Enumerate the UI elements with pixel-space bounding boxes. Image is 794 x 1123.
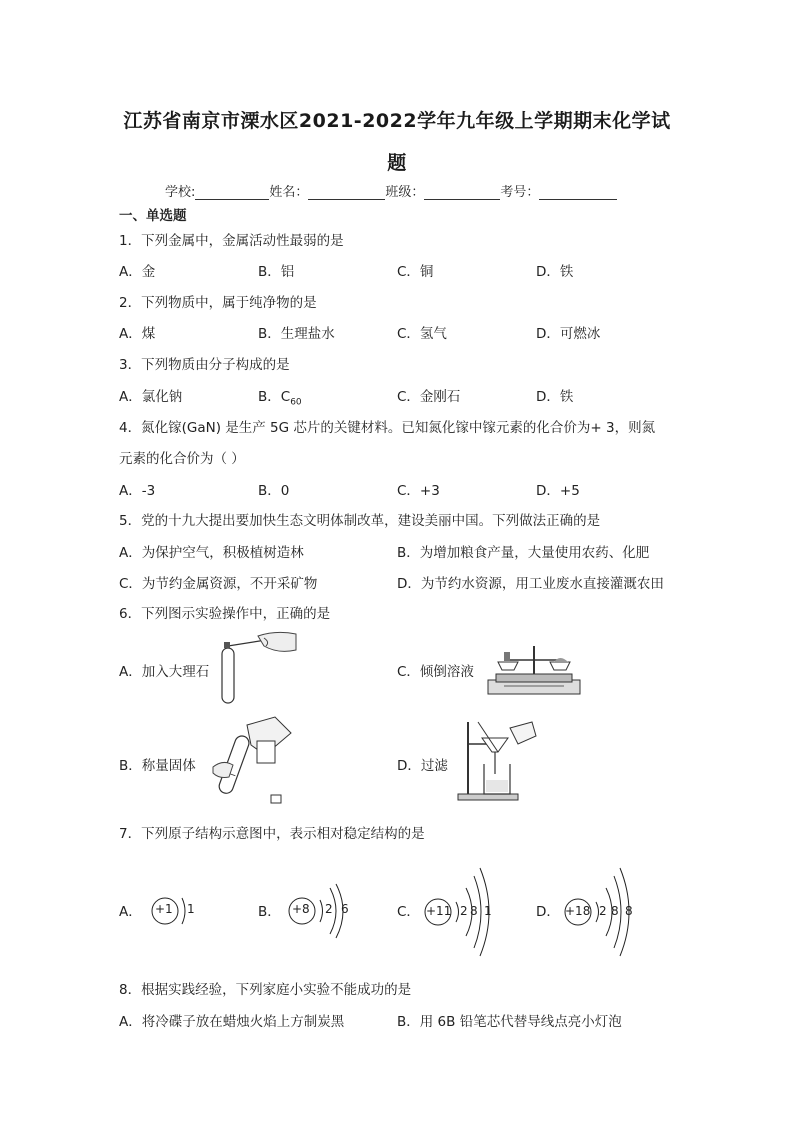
- question-4-option-d[interactable]: D．+5: [536, 483, 580, 499]
- question-4-stem-line2: 元素的化合价为（ ）: [119, 451, 245, 467]
- atom-a-shell-1: 1: [187, 902, 195, 916]
- question-8-option-a[interactable]: A．将冷碟子放在蜡烛火焰上方制炭黑: [119, 1014, 345, 1030]
- question-4-stem-line1: 4．氮化镓(GaN) 是生产 5G 芯片的关键材料。已知氮化镓中镓元素的化合价为+ 3，则氮: [119, 420, 656, 436]
- student-info-row: [165, 181, 617, 200]
- name-label: 姓名：: [269, 185, 309, 200]
- question-3-option-d[interactable]: D．铁: [536, 389, 574, 405]
- class-label: 班级：: [385, 185, 425, 200]
- class-blank[interactable]: [424, 187, 500, 200]
- atom-d-shell-3: 8: [625, 904, 633, 918]
- question-5-option-a[interactable]: A．为保护空气，积极植树造林: [119, 545, 304, 561]
- exam-title-line2: 题: [387, 152, 407, 174]
- question-1-option-b[interactable]: B．铝: [258, 264, 295, 280]
- atom-a-nucleus: +1: [155, 902, 173, 916]
- question-5-option-d[interactable]: D．为节约水资源，用工业废水直接灌溉农田: [397, 576, 664, 592]
- exam-title-line1: 江苏省南京市溧水区2021-2022学年九年级上学期期末化学试: [123, 110, 671, 132]
- question-4-option-c[interactable]: C．+3: [397, 483, 440, 499]
- atom-c-shell-2: 8: [470, 904, 478, 918]
- atom-b-shell-1: 2: [325, 902, 333, 916]
- question-7-stem: 7．下列原子结构示意图中，表示相对稳定结构的是: [119, 826, 425, 842]
- atom-b-nucleus: +8: [292, 902, 310, 916]
- section-heading: 一、单选题: [119, 208, 187, 224]
- question-3-option-a[interactable]: A．氯化钠: [119, 389, 183, 405]
- school-blank[interactable]: [195, 187, 269, 200]
- question-7-option-a[interactable]: A．: [119, 904, 142, 920]
- question-7-option-c[interactable]: C．: [397, 904, 420, 920]
- question-2-option-b[interactable]: B．生理盐水: [258, 326, 335, 342]
- question-6-option-a[interactable]: A．加入大理石: [119, 664, 210, 680]
- question-2-option-a[interactable]: A．煤: [119, 326, 156, 342]
- question-3-option-b[interactable]: [258, 385, 302, 408]
- atom-c-shell-3: 1: [484, 904, 492, 918]
- question-1-option-a[interactable]: A．金: [119, 264, 156, 280]
- question-6-option-d[interactable]: D．过滤: [397, 758, 448, 774]
- question-3-option-b-subscript: 60: [290, 397, 302, 408]
- balance-scale-illustration: [484, 640, 584, 700]
- question-3-option-c[interactable]: C．金刚石: [397, 389, 461, 405]
- question-4-option-b[interactable]: B．0: [258, 483, 290, 499]
- question-5-option-c[interactable]: C．为节约金属资源，不开采矿物: [119, 576, 318, 592]
- exam-no-label: 考号：: [500, 185, 540, 200]
- question-8-option-b[interactable]: B．用 6B 铅笔芯代替导线点亮小灯泡: [397, 1014, 622, 1030]
- question-3-stem: 3．下列物质由分子构成的是: [119, 357, 290, 373]
- question-6-stem: 6．下列图示实验操作中，正确的是: [119, 606, 331, 622]
- atom-d-shell-2: 8: [611, 904, 619, 918]
- atom-c-nucleus: +11: [426, 904, 452, 918]
- question-1-stem: 1．下列金属中，金属活动性最弱的是: [119, 233, 344, 249]
- atom-b-shell-2: 6: [341, 902, 349, 916]
- question-5-stem: 5．党的十九大提出要加快生态文明体制改革，建设美丽中国。下列做法正确的是: [119, 513, 601, 529]
- question-4-option-a[interactable]: A．-3: [119, 483, 156, 499]
- pour-solution-illustration: [205, 715, 295, 807]
- question-1-option-c[interactable]: C．铜: [397, 264, 434, 280]
- atom-d-nucleus: +18: [565, 904, 591, 918]
- add-marble-illustration: [218, 628, 298, 708]
- question-7-option-b[interactable]: B．: [258, 904, 281, 920]
- question-6-option-c[interactable]: B．称量固体: [119, 758, 196, 774]
- question-2-stem: 2．下列物质中，属于纯净物的是: [119, 295, 317, 311]
- question-2-option-d[interactable]: D．可燃冰: [536, 326, 601, 342]
- question-2-option-c[interactable]: C．氢气: [397, 326, 447, 342]
- name-blank[interactable]: [308, 187, 385, 200]
- question-6-option-b[interactable]: C．倾倒溶液: [397, 664, 474, 680]
- question-5-option-b[interactable]: B．为增加粮食产量，大量使用农药、化肥: [397, 545, 650, 561]
- question-8-stem: 8．根据实践经验，下列家庭小实验不能成功的是: [119, 982, 412, 998]
- atom-c-shell-1: 2: [460, 904, 468, 918]
- question-7-option-d[interactable]: D．: [536, 904, 560, 920]
- filtration-illustration: [458, 718, 538, 802]
- school-label: 学校:: [165, 185, 196, 200]
- atom-d-shell-1: 2: [599, 904, 607, 918]
- exam-no-blank[interactable]: [539, 187, 617, 200]
- question-3-option-b-text: B．C: [258, 389, 291, 405]
- question-1-option-d[interactable]: D．铁: [536, 264, 574, 280]
